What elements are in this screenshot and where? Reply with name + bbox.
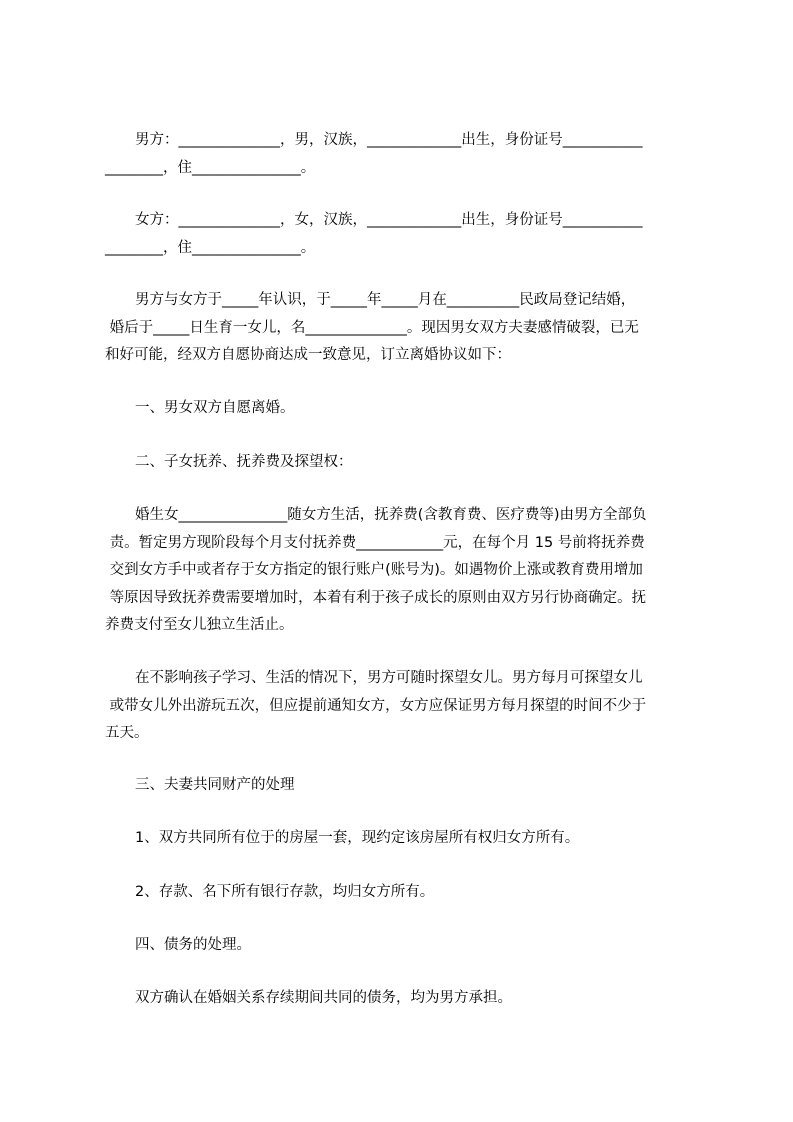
female-party-info [105,207,705,262]
clause-1-divorce [105,395,705,423]
text-line: 五天。 [105,725,149,741]
text-line: 男方：______________，男，汉族，_____________出生，身份证号___________ [135,132,643,148]
text-line: 三、夫妻共同财产的处理 [135,777,295,793]
clause-2-heading [105,449,705,477]
text-line: 男方与女方于_____年认识，于_____年_____月在__________民政局登记结婚， [135,292,636,308]
property-house [105,825,705,853]
text-line: 养费支付至女儿独立生活止。 [105,617,294,633]
clause-4-heading [105,932,705,960]
child-support-terms [105,502,705,640]
property-savings [105,879,705,907]
marriage-background [105,287,705,370]
text-line: 或带女儿外出游玩五次，但应提前通知女方，女方应保证男方每月探望的时间不少于 [105,697,647,714]
text-line: 女方：______________，女，汉族，_____________出生，身份证号___________ [135,212,643,228]
text-line: 在不影响孩子学习、生活的情况下，男方可随时探望女儿。男方每月可探望女儿 [135,670,643,686]
text-line: 1、双方共同所有位于的房屋一套，现约定该房屋所有权归女方所有。 [135,830,580,846]
text-line: 和好可能，经双方自愿协商达成一致意见，订立离婚协议如下： [105,347,511,363]
text-line: 一、男女双方自愿离婚。 [135,400,295,416]
text-line: 四、债务的处理。 [135,937,251,953]
male-party-info [105,127,705,182]
clause-3-heading [105,772,705,800]
debt-terms [105,985,705,1013]
text-line: ________，住_______________。 [105,239,316,256]
text-line: 婚后于_____日生育一女儿，名______________。现因男女双方夫妻感情破裂，已无 [105,319,639,336]
text-line: 2、存款、名下所有银行存款，均归女方所有。 [135,884,435,900]
text-line: 婚生女_______________随女方生活，抚养费(含教育费、医疗费等)由男方全部负 [135,507,647,523]
text-line: 等原因导致抚养费需要增加时，本着有利于孩子成长的原则由双方另行协商确定。抚 [105,589,647,606]
text-line: 交到女方手中或者存于女方指定的银行账户(账号为)。如遇物价上涨或教育费用增加 [105,562,643,578]
text-line: 责。暂定男方现阶段每个月支付抚养费____________元，在每个月 15 号前将抚养费 [105,534,645,551]
visitation-rights [105,665,705,748]
text-line: ________，住_______________。 [105,159,316,176]
text-line: 二、子女抚养、抚养费及探望权： [135,454,353,470]
text-line: 双方确认在婚姻关系存续期间共同的债务，均为男方承担。 [135,990,512,1006]
